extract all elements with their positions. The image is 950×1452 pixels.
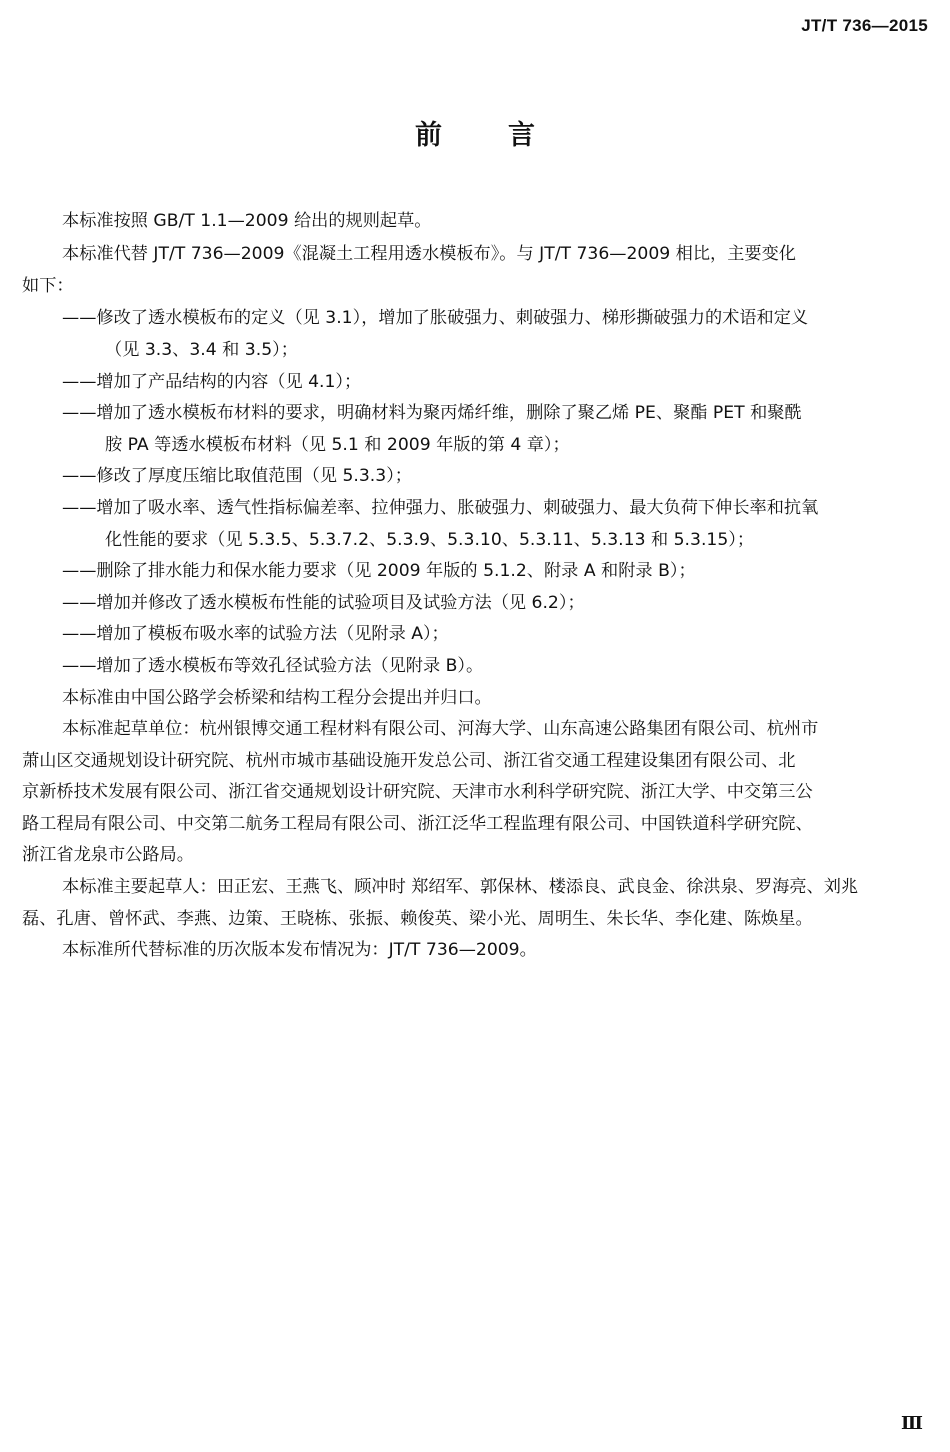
change-item-1-cont: （见 3.3、3.4 和 3.5）； <box>105 340 298 360</box>
title-char-1: 前 <box>415 120 442 151</box>
change-item-2: ——增加了产品结构的内容（见 4.1）； <box>62 372 362 392</box>
page-title <box>0 113 950 152</box>
drafting-units-line1: 本标准起草单位：杭州银博交通工程材料有限公司、河海大学、山东高速公路集团有限公司、杭州市 <box>62 719 819 739</box>
page-number: Ⅲ <box>901 1413 923 1434</box>
change-item-5-cont: 化性能的要求（见 5.3.5、5.3.7.2、5.3.9、5.3.10、5.3.11、5.3.13 和 5.3.15）； <box>105 530 755 550</box>
drafting-units-line4: 路工程局有限公司、中交第二航务工程局有限公司、浙江泛华工程监理有限公司、中国铁道科学研究院、 <box>22 814 813 834</box>
change-item-6: ——删除了排水能力和保水能力要求（见 2009 年版的 5.1.2、附录 A 和附录 B）； <box>62 561 696 581</box>
paragraph-replaces-line1: 本标准代替 JT/T 736—2009《混凝土工程用透水模板布》。与 JT/T 736—2009 相比，主要变化 <box>62 244 796 264</box>
change-item-5: ——增加了吸水率、透气性指标偏差率、拉伸强力、胀破强力、刺破强力、最大负荷下伸长率和抗氧 <box>62 498 819 518</box>
drafting-units-line2: 萧山区交通规划设计研究院、杭州市城市基础设施开发总公司、浙江省交通工程建设集团有限公司、北 <box>22 751 796 771</box>
change-item-9: ——增加了透水模板布等效孔径试验方法（见附录 B）。 <box>62 656 484 676</box>
change-item-3: ——增加了透水模板布材料的要求，明确材料为聚丙烯纤维，删除了聚乙烯 PE、聚酯 PET 和聚酰 <box>62 403 802 423</box>
paragraph-replaces-line2: 如下： <box>22 276 74 296</box>
change-item-1: ——修改了透水模板布的定义（见 3.1），增加了胀破强力、刺破强力、梯形撕破强力的术语和定义 <box>62 308 809 328</box>
drafters-line2: 磊、孔唐、曾怀武、李燕、边策、王晓栋、张振、赖俊英、梁小光、周明生、朱长华、李化建、陈焕星。 <box>22 909 813 929</box>
paragraph-drafting-rules: 本标准按照 GB/T 1.1—2009 给出的规则起草。 <box>62 211 432 231</box>
drafters-line1: 本标准主要起草人：田正宏、王燕飞、顾冲时 郑绍军、郭保林、楼添良、武良金、徐洪泉、罗海亮、刘兆 <box>62 877 859 897</box>
change-item-8: ——增加了模板布吸水率的试验方法（见附录 A）； <box>62 624 449 644</box>
change-item-7: ——增加并修改了透水模板布性能的试验项目及试验方法（见 6.2）； <box>62 593 585 613</box>
standard-code-header: JT/T 736—2015 <box>801 16 928 35</box>
title-char-2: 言 <box>508 120 535 151</box>
drafting-units-line5: 浙江省龙泉市公路局。 <box>22 845 194 865</box>
change-item-3-cont: 胺 PA 等透水模板布材料（见 5.1 和 2009 年版的第 4 章）； <box>105 435 570 455</box>
drafting-units-line3: 京新桥技术发展有限公司、浙江省交通规划设计研究院、天津市水利科学研究院、浙江大学、中交第三公 <box>22 782 813 802</box>
paragraph-proposer: 本标准由中国公路学会桥梁和结构工程分会提出并归口。 <box>62 688 492 708</box>
paragraph-history: 本标准所代替标准的历次版本发布情况为：JT/T 736—2009。 <box>62 940 537 960</box>
change-item-4: ——修改了厚度压缩比取值范围（见 5.3.3）； <box>62 466 412 486</box>
